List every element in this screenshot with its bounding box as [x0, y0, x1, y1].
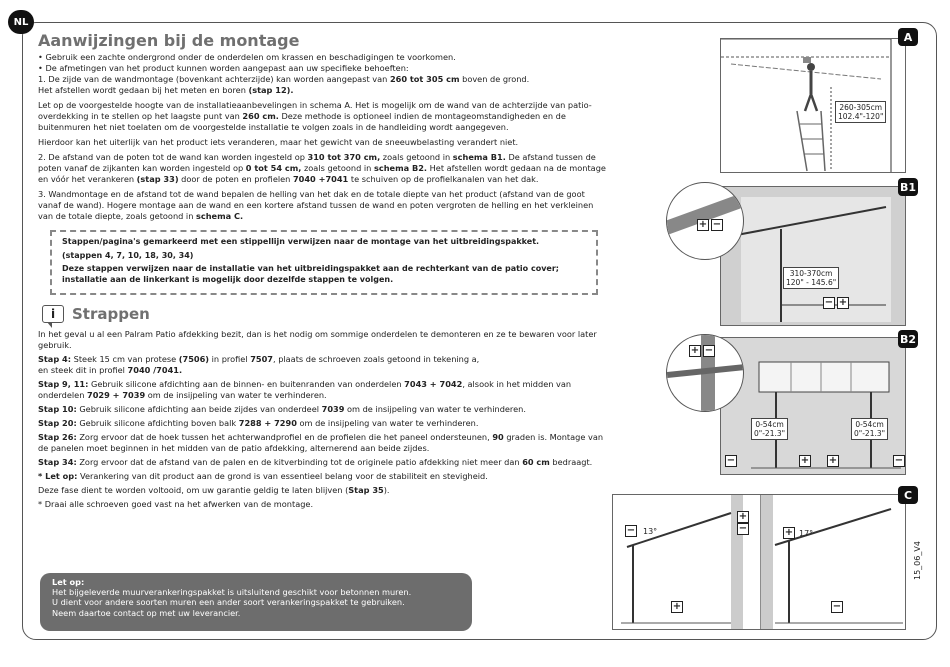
- plus-icon: +: [690, 345, 700, 356]
- instructions-column: [38, 32, 608, 513]
- notice-line-2: (stappen 4, 7, 10, 18, 30, 34): [62, 250, 194, 260]
- plus-icon: +: [838, 297, 848, 308]
- figure-a-dim-cm: 260-305cm: [839, 103, 883, 112]
- figure-c-badge: C: [898, 486, 918, 504]
- figure-c-drawing: [613, 495, 906, 630]
- plus-icon: +: [800, 455, 810, 466]
- step-9-11: Stap 9, 11: Gebruik silicone afdichting aan de binnen- en buitenranden van onderdelen 7043 + 7042, alsook in het midden van onderdelen 7029 + 7039 om de insijpeling van water te verhinderen.: [38, 379, 572, 400]
- figure-a-dim-in: 102.4"-120": [838, 112, 884, 121]
- info-icon: i: [42, 305, 64, 323]
- bullet-2: • De afmetingen van het product kunnen worden aangepast aan uw specifieke behoeften:: [38, 63, 409, 73]
- figure-b2-dim-left-in: 0"-21.3": [754, 429, 786, 438]
- figure-b2-dimension-left: [751, 418, 788, 440]
- figure-c: [612, 494, 906, 630]
- plus-icon: +: [672, 601, 682, 612]
- expansion-kit-notice: [50, 230, 598, 295]
- warning-3: * Draai alle schroeven goed vast na het afwerken van de montage.: [38, 499, 314, 509]
- steps-list: [38, 329, 608, 510]
- warning-2: Deze fase dient te worden voltooid, om uw garantie geldig te laten blijven (Stap 35).: [38, 485, 390, 495]
- paragraph-2: Let op de voorgestelde hoogte van de installatieaanbevelingen in schema A. Het is mogelijk om de wand van de achterzijde van patio-overdekking in te stellen op het laagste punt van 260 cm. Deze methode is optioneel indien de montageomstandigheden en de buitenmuren het niet toelaten om de voorgestelde installatie te volgen zoals in de handleiding wordt aangegeven.: [38, 100, 592, 132]
- figure-b2-dim-right-in: 0"-21.3": [854, 429, 886, 438]
- minus-icon: −: [824, 297, 834, 308]
- notice-line-4: installatie aan de linkerkant is mogelijk door dezelfde stappen te volgen.: [62, 274, 394, 284]
- note-title: Let op:: [52, 577, 85, 587]
- plus-icon: +: [698, 219, 708, 230]
- note-line-1: Het bijgeleverde muurverankeringspakket is uitsluitend geschikt voor betonnen muren.: [52, 587, 412, 598]
- figure-a-dimension: [835, 101, 886, 123]
- paragraph-1b: Het afstellen wordt gedaan bij het meten en boren (stap 12).: [38, 85, 294, 95]
- figure-b2-detail: [666, 334, 744, 412]
- step-20: Stap 20: Gebruik silicone afdichting boven balk 7288 + 7290 om de insijpeling van water te verhinderen.: [38, 418, 479, 428]
- figure-b2-dim-right-cm: 0-54cm: [855, 420, 884, 429]
- figure-b1: [720, 186, 906, 326]
- step-26: Stap 26: Zorg ervoor dat de hoek tussen het achterwandprofiel en de profielen die het paneel ondersteunen, 90 graden is. Montage van de panelen moet beginnen in het midden van de patio afdekking, alternerend aan beide zijdes.: [38, 432, 604, 453]
- note-line-2: U dient voor andere soorten muren een ander soort verankeringspakket te gebruiken.: [52, 597, 405, 608]
- paragraph-4: 2. De afstand van de poten tot de wand kan worden ingesteld op 310 tot 370 cm, zoals getoond in schema B1. De afstand tussen de poten vanaf de zijkanten kan worden ingesteld op 0 tot 54 cm, zoals getoond in schema B2. Het afstellen wordt gedaan na de montage en vóór het verankeren (stap 33) door de poten en profielen 7040 +7041 te schuiven op de profielkanalen van het dak.: [38, 152, 606, 184]
- language-badge: NL: [8, 10, 34, 34]
- plus-icon: +: [784, 527, 794, 538]
- minus-icon: −: [726, 455, 736, 466]
- figure-a-badge: A: [898, 28, 918, 46]
- step-4: Stap 4: Steek 15 cm van protese (7506) in profiel 7507, plaats de schroeven zoals getoond in tekening a, en steek dit in profiel 7040 /7041.: [38, 354, 480, 375]
- minus-icon: −: [712, 219, 722, 230]
- strappen-header: [42, 305, 608, 323]
- figure-b2: [720, 337, 906, 475]
- notice-line-3: Deze stappen verwijzen naar de installatie van het uitbreidingspakket aan de rechterkant van de patio cover;: [62, 264, 559, 273]
- figure-b2-badge: B2: [898, 330, 918, 348]
- page-title: Aanwijzingen bij de montage: [38, 31, 300, 50]
- figure-b1-detail: [666, 182, 744, 260]
- plus-icon: +: [828, 455, 838, 466]
- minus-icon: −: [738, 523, 748, 534]
- paragraph-1: 1. De zijde van de wandmontage (bovenkant achterzijde) kan worden aangepast van 260 tot 305 cm boven de grond.: [38, 74, 530, 84]
- document-code: 15_06_V4: [913, 541, 922, 580]
- figure-b2-drawing: [721, 338, 906, 475]
- minus-icon: −: [894, 455, 904, 466]
- figure-b1-drawing: [721, 187, 906, 326]
- plus-icon: +: [738, 511, 748, 522]
- notice-line-1: Stappen/pagina's gemarkeerd met een stippellijn verwijzen naar de montage van het uitbreidingspakket.: [62, 237, 540, 246]
- figure-b1-dim-in: 120" - 145.6": [786, 278, 837, 287]
- paragraph-5: 3. Wandmontage en de afstand tot de wand bepalen de helling van het dak en de totale diepte van het product (afstand van de goot vanaf de wand). Hogere montage aan de wand en een kortere afstand tussen de wand en poten vergroten de helling en het verkleinen van de totale diepte, zoals getoond in schema C.: [38, 189, 594, 221]
- wall-anchor-note: [40, 573, 472, 631]
- figure-b1-dimension: [783, 267, 839, 289]
- minus-icon: −: [704, 345, 714, 356]
- step-34: Stap 34: Zorg ervoor dat de afstand van de palen en de kitverbinding tot de originele patio afdekking niet meer dan 60 cm bedraagt.: [38, 457, 593, 467]
- figure-b2-dimension-right: [851, 418, 888, 440]
- minus-icon: −: [832, 601, 842, 612]
- figure-a: [720, 38, 906, 173]
- strappen-title: Strappen: [72, 304, 150, 323]
- warning-1: * Let op: Verankering van dit product aan de grond is van essentieel belang voor de stabiliteit en stevigheid.: [38, 471, 488, 481]
- figure-b1-dim-cm: 310-370cm: [789, 269, 833, 278]
- paragraph-3: Hierdoor kan het uiterlijk van het product iets veranderen, maar het gewicht van de sneeuwbelasting verandert niet.: [38, 137, 519, 147]
- step-10: Stap 10: Gebruik silicone afdichting aan beide zijdes van onderdeel 7039 om de insijpeling van water te verhinderen.: [38, 404, 526, 414]
- figure-c-angle-1: 13°: [643, 527, 658, 536]
- figure-b2-dim-left-cm: 0-54cm: [755, 420, 784, 429]
- figure-c-angle-2: 17°: [799, 529, 814, 538]
- strappen-intro: In het geval u al een Palram Patio afdekking bezit, dan is het nodig om sommige onderdelen te demonteren en ze te bewaren voor later gebruik.: [38, 329, 597, 350]
- note-line-3: Neem daartoe contact op met uw leverancier.: [52, 607, 241, 618]
- minus-icon: −: [626, 525, 636, 536]
- bullet-1: • Gebruik een zachte ondergrond onder de onderdelen om krassen en beschadigingen te voorkomen.: [38, 52, 456, 62]
- figure-b1-badge: B1: [898, 178, 918, 196]
